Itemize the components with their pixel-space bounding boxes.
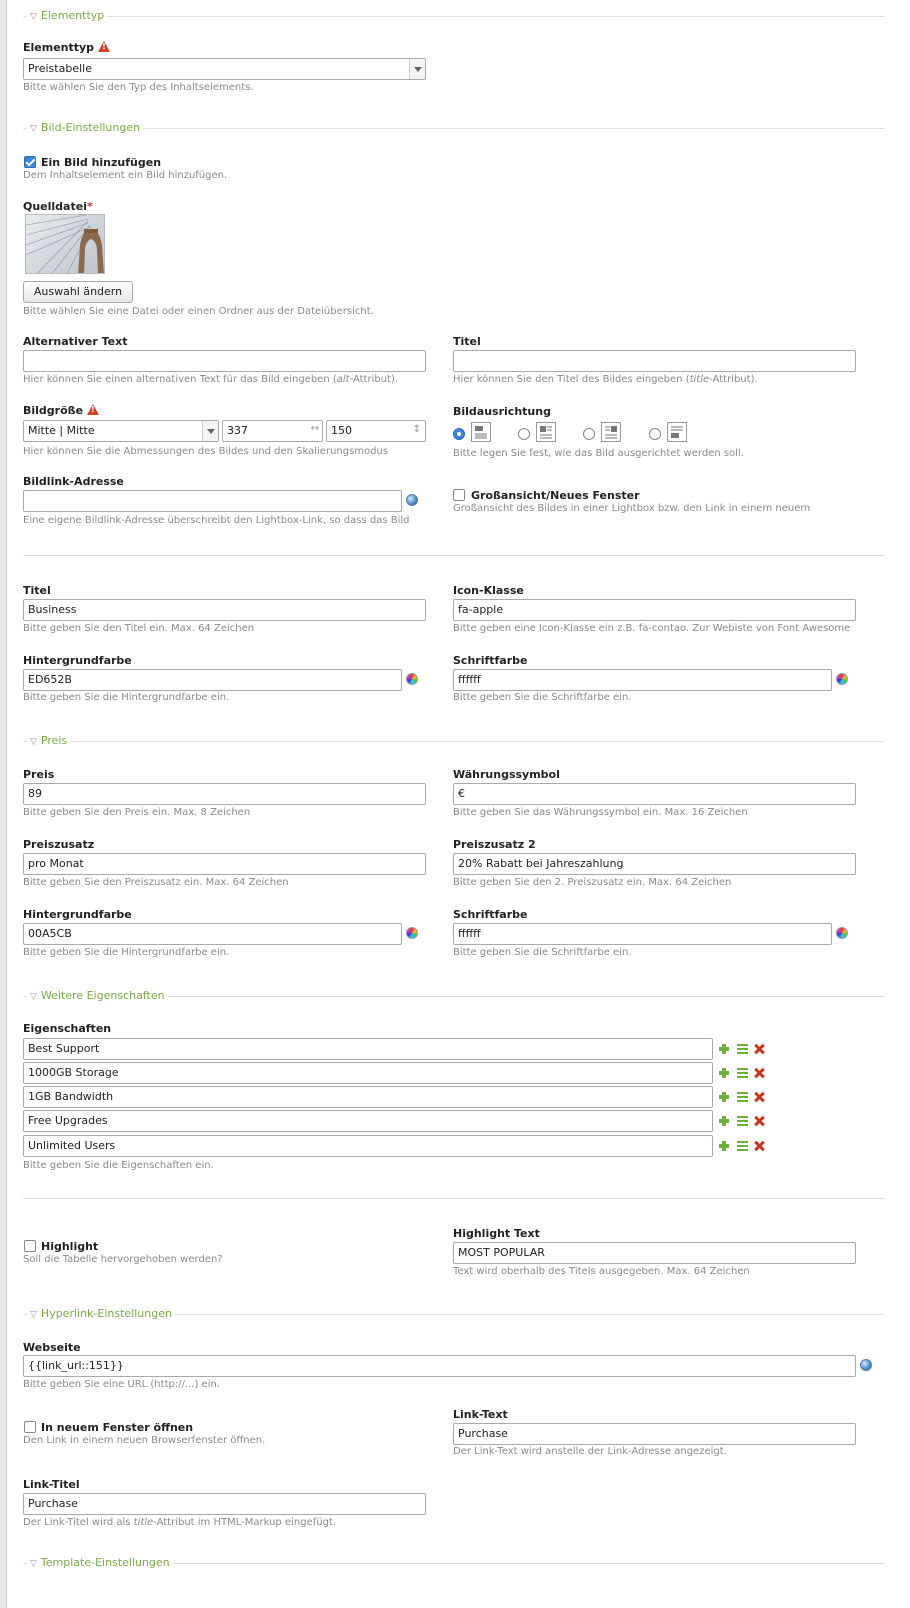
drag-handle-icon[interactable]: [737, 1141, 748, 1151]
bgcolor-tip: Bitte geben Sie die Hintergrundfarbe ein.: [23, 692, 230, 703]
layout-right-svg: [602, 423, 620, 441]
alt-label: Alternativer Text: [23, 335, 128, 348]
collapse-triangle-icon: ▽: [30, 992, 37, 1002]
highlight-text-label: Highlight Text: [453, 1227, 540, 1240]
currency-input[interactable]: €: [453, 783, 856, 805]
add-row-icon[interactable]: [719, 1116, 729, 1126]
color-picker-icon[interactable]: [836, 673, 848, 685]
currency-tip: Bitte geben Sie das Währungssymbol ein. Max. 16 Zeichen: [453, 807, 748, 818]
image-thumbnail[interactable]: [25, 214, 105, 274]
title-input[interactable]: Business: [23, 599, 426, 621]
highlight-text-input[interactable]: MOST POPULAR: [453, 1242, 856, 1264]
tip-text: Der Link-Titel wird als: [23, 1517, 134, 1528]
price-suffix2-input[interactable]: 20% Rabatt bei Jahreszahlung: [453, 853, 856, 875]
align-above-radio[interactable]: [453, 428, 465, 440]
price-suffix-tip: Bitte geben Sie den Preiszusatz ein. Max. 64 Zeichen: [23, 877, 289, 888]
size-label: [23, 404, 99, 417]
collapse-triangle-icon: ▽: [30, 12, 37, 22]
fontcolor-label: Schriftfarbe: [453, 654, 528, 667]
align-label: Bildausrichtung: [453, 405, 551, 418]
link-text-tip: Der Link-Text wird anstelle der Link-Adresse angezeigt.: [453, 1446, 727, 1457]
align-tip: Bitte legen Sie fest, wie das Bild ausgerichtet werden soll.: [453, 448, 744, 459]
input-value: 150: [331, 424, 352, 437]
link-text-label: Link-Text: [453, 1408, 508, 1421]
tip-text: -Attribut).: [349, 374, 399, 385]
size-width-input[interactable]: [222, 420, 323, 442]
icon-class-label: Icon-Klasse: [453, 584, 524, 597]
source-label: [23, 200, 93, 213]
add-row-icon[interactable]: [719, 1092, 729, 1102]
url-input[interactable]: {{link_url::151}}: [23, 1355, 856, 1377]
layout-below-svg: [668, 423, 686, 441]
tip-text: Hier können Sie einen alternativen Text für das Bild eingeben (: [23, 374, 337, 385]
drag-handle-icon[interactable]: [737, 1116, 748, 1126]
imagelink-tip: Eine eigene Bildlink-Adresse überschreibt den Lightbox-Link, so dass das Bild: [23, 515, 410, 526]
price-suffix2-label: Preiszusatz 2: [453, 838, 536, 851]
tip-text: Hier können Sie den Titel des Bildes eingeben (: [453, 374, 690, 385]
price-label: Preis: [23, 768, 55, 781]
url-tip: Bitte geben Sie eine URL (http://...) ein.: [23, 1379, 221, 1390]
elementtyp-tip: Bitte wählen Sie den Typ des Inhaltselements.: [23, 82, 254, 93]
features-tip: Bitte geben Sie die Eigenschaften ein.: [23, 1160, 214, 1171]
highlight-checkbox[interactable]: [24, 1240, 36, 1252]
link-text-input[interactable]: Purchase: [453, 1423, 856, 1445]
icon-class-tip: Bitte geben eine Icon-Klasse ein z.B. fa-contao. Zur Webiste von Font Awesome: [453, 623, 851, 634]
globe-icon[interactable]: [860, 1359, 872, 1371]
price-bgcolor-input[interactable]: 00A5CB: [23, 923, 402, 945]
select-value: Preistabelle: [28, 62, 92, 75]
alt-tip: [23, 374, 398, 386]
globe-icon[interactable]: [406, 494, 418, 506]
delete-row-icon[interactable]: [755, 1092, 765, 1102]
link-title-label: Link-Titel: [23, 1478, 80, 1491]
price-bgcolor-label: Hintergrundfarbe: [23, 908, 132, 921]
warning-icon: [87, 404, 99, 415]
required-mark: *: [86, 200, 93, 213]
price-tip: Bitte geben Sie den Preis ein. Max. 8 Zeichen: [23, 807, 251, 818]
size-height-input[interactable]: [326, 420, 426, 442]
left-border: [0, 0, 7, 1608]
add-image-label[interactable]: Ein Bild hinzufügen: [41, 156, 162, 169]
elementtyp-select[interactable]: [23, 58, 426, 80]
features-label: Eigenschaften: [23, 1022, 112, 1035]
align-right-radio[interactable]: [583, 428, 595, 440]
fullsize-tip: Großansicht des Bildes in einer Lightbox bzw. den Link in einem neuem: [453, 503, 811, 514]
label-text: Quelldatei: [23, 200, 87, 213]
color-picker-icon[interactable]: [406, 927, 418, 939]
price-fontcolor-tip: Bitte geben Sie die Schriftfarbe ein.: [453, 947, 632, 958]
new-window-tip: Den Link in einem neuen Browserfenster öffnen.: [23, 1435, 266, 1446]
title-tip: Bitte geben Sie den Titel ein. Max. 64 Zeichen: [23, 623, 255, 634]
change-selection-button[interactable]: Auswahl ändern: [23, 281, 133, 303]
layout-above-svg: [472, 423, 490, 441]
chevron-down-icon: [202, 421, 218, 441]
align-left-radio[interactable]: [518, 428, 530, 440]
warning-icon: [98, 41, 110, 52]
highlight-label[interactable]: Highlight: [41, 1240, 99, 1253]
fullsize-label[interactable]: Großansicht/Neues Fenster: [471, 489, 640, 502]
feature-input[interactable]: Unlimited Users: [23, 1135, 713, 1157]
add-row-icon[interactable]: [719, 1044, 729, 1054]
height-arrows-icon: ↕: [412, 424, 421, 435]
fullsize-checkbox[interactable]: [453, 489, 465, 501]
currency-label: Währungssymbol: [453, 768, 560, 781]
color-picker-icon[interactable]: [836, 927, 848, 939]
price-suffix-label: Preiszusatz: [23, 838, 95, 851]
link-title-tip: [23, 1517, 336, 1529]
legend-label: Preis: [40, 734, 68, 747]
divider: [23, 555, 885, 556]
label-text: Bildgröße: [23, 404, 84, 417]
highlight-text-tip: Text wird oberhalb des Titels ausgegeben. Max. 64 Zeichen: [453, 1266, 750, 1277]
feature-input[interactable]: 1000GB Storage: [23, 1062, 713, 1084]
imagelink-label: Bildlink-Adresse: [23, 475, 124, 488]
legend-label: Template-Einstellungen: [40, 1556, 170, 1569]
collapse-triangle-icon: ▽: [30, 124, 37, 134]
tip-emphasis: alt: [336, 374, 350, 385]
feature-input[interactable]: Best Support: [23, 1038, 713, 1060]
tip-emphasis: title: [689, 374, 710, 385]
legend-elementtyp[interactable]: [23, 9, 885, 23]
title-label: Titel: [23, 584, 51, 597]
bridge-image-icon: [26, 215, 105, 274]
color-picker-icon[interactable]: [406, 673, 418, 685]
delete-row-icon[interactable]: [755, 1068, 765, 1078]
alt-input[interactable]: [23, 350, 426, 372]
collapse-triangle-icon: ▽: [30, 1310, 37, 1320]
new-window-checkbox[interactable]: [24, 1421, 36, 1433]
size-mode-select[interactable]: [23, 420, 219, 442]
legend-hyperlink[interactable]: [23, 1307, 885, 1321]
price-fontcolor-label: Schriftfarbe: [453, 908, 528, 921]
price-suffix-input[interactable]: pro Monat: [23, 853, 426, 875]
align-above-icon[interactable]: [471, 422, 491, 442]
legend-weitere[interactable]: [23, 989, 885, 1003]
align-left-icon[interactable]: [536, 422, 556, 442]
feature-input[interactable]: Free Upgrades: [23, 1110, 713, 1132]
image-title-input[interactable]: [453, 350, 856, 372]
price-fontcolor-input[interactable]: ffffff: [453, 923, 832, 945]
collapse-triangle-icon: ▽: [30, 1559, 37, 1569]
bgcolor-label: Hintergrundfarbe: [23, 654, 132, 667]
chevron-down-icon: [409, 59, 425, 79]
tip-text: -Attribut).: [709, 374, 758, 385]
select-value: Mitte | Mitte: [28, 424, 95, 437]
price-bgcolor-tip: Bitte geben Sie die Hintergrundfarbe ein.: [23, 947, 230, 958]
size-tip: Hier können Sie die Abmessungen des Bildes und den Skalierungsmodus: [23, 446, 389, 457]
imagelink-input[interactable]: [23, 490, 402, 512]
fontcolor-input[interactable]: ffffff: [453, 669, 832, 691]
drag-handle-icon[interactable]: [737, 1092, 748, 1102]
legend-bild[interactable]: [23, 121, 885, 135]
price-suffix2-tip: Bitte geben Sie den 2. Preiszusatz ein. Max. 64 Zeichen: [453, 877, 732, 888]
add-row-icon[interactable]: [719, 1141, 729, 1151]
add-row-icon[interactable]: [719, 1068, 729, 1078]
tip-text: -Attribut im HTML-Markup eingefügt.: [153, 1517, 337, 1528]
highlight-tip: Soll die Tabelle hervorgehoben werden?: [23, 1254, 223, 1265]
bgcolor-input[interactable]: ED652B: [23, 669, 402, 691]
fontcolor-tip: Bitte geben Sie die Schriftfarbe ein.: [453, 692, 632, 703]
tip-emphasis: title: [133, 1517, 154, 1528]
delete-row-icon[interactable]: [755, 1044, 765, 1054]
elementtyp-label: [23, 41, 110, 54]
legend-label: Elementtyp: [40, 9, 105, 22]
input-value: 337: [227, 424, 248, 437]
delete-row-icon[interactable]: [755, 1116, 765, 1126]
align-right-icon[interactable]: [601, 422, 621, 442]
divider: [23, 1198, 885, 1199]
link-title-input[interactable]: Purchase: [23, 1493, 426, 1515]
align-below-radio[interactable]: [649, 428, 661, 440]
delete-row-icon[interactable]: [755, 1141, 765, 1151]
image-title-tip: [453, 374, 758, 386]
source-tip: Bitte wählen Sie eine Datei oder einen Ordner aus der Dateiübersicht.: [23, 306, 374, 317]
drag-handle-icon[interactable]: [737, 1044, 748, 1054]
legend-template[interactable]: [23, 1556, 885, 1570]
add-image-tip: Dem Inhaltselement ein Bild hinzufügen.: [23, 170, 228, 181]
align-below-icon[interactable]: [667, 422, 687, 442]
add-image-checkbox[interactable]: [24, 156, 36, 168]
width-arrows-icon: ↔: [310, 423, 319, 434]
title-label: Titel: [453, 335, 481, 348]
url-label: Webseite: [23, 1341, 81, 1354]
collapse-triangle-icon: ▽: [30, 737, 37, 747]
price-input[interactable]: 89: [23, 783, 426, 805]
drag-handle-icon[interactable]: [737, 1068, 748, 1078]
new-window-label[interactable]: In neuem Fenster öffnen: [41, 1421, 194, 1434]
icon-class-input[interactable]: fa-apple: [453, 599, 856, 621]
legend-label: Hyperlink-Einstellungen: [40, 1307, 172, 1320]
label-text: Elementtyp: [23, 41, 95, 54]
feature-input[interactable]: 1GB Bandwidth: [23, 1086, 713, 1108]
layout-left-svg: [537, 423, 555, 441]
legend-label: Weitere Eigenschaften: [40, 989, 165, 1002]
legend-label: Bild-Einstellungen: [40, 121, 141, 134]
legend-preis[interactable]: [23, 734, 885, 748]
